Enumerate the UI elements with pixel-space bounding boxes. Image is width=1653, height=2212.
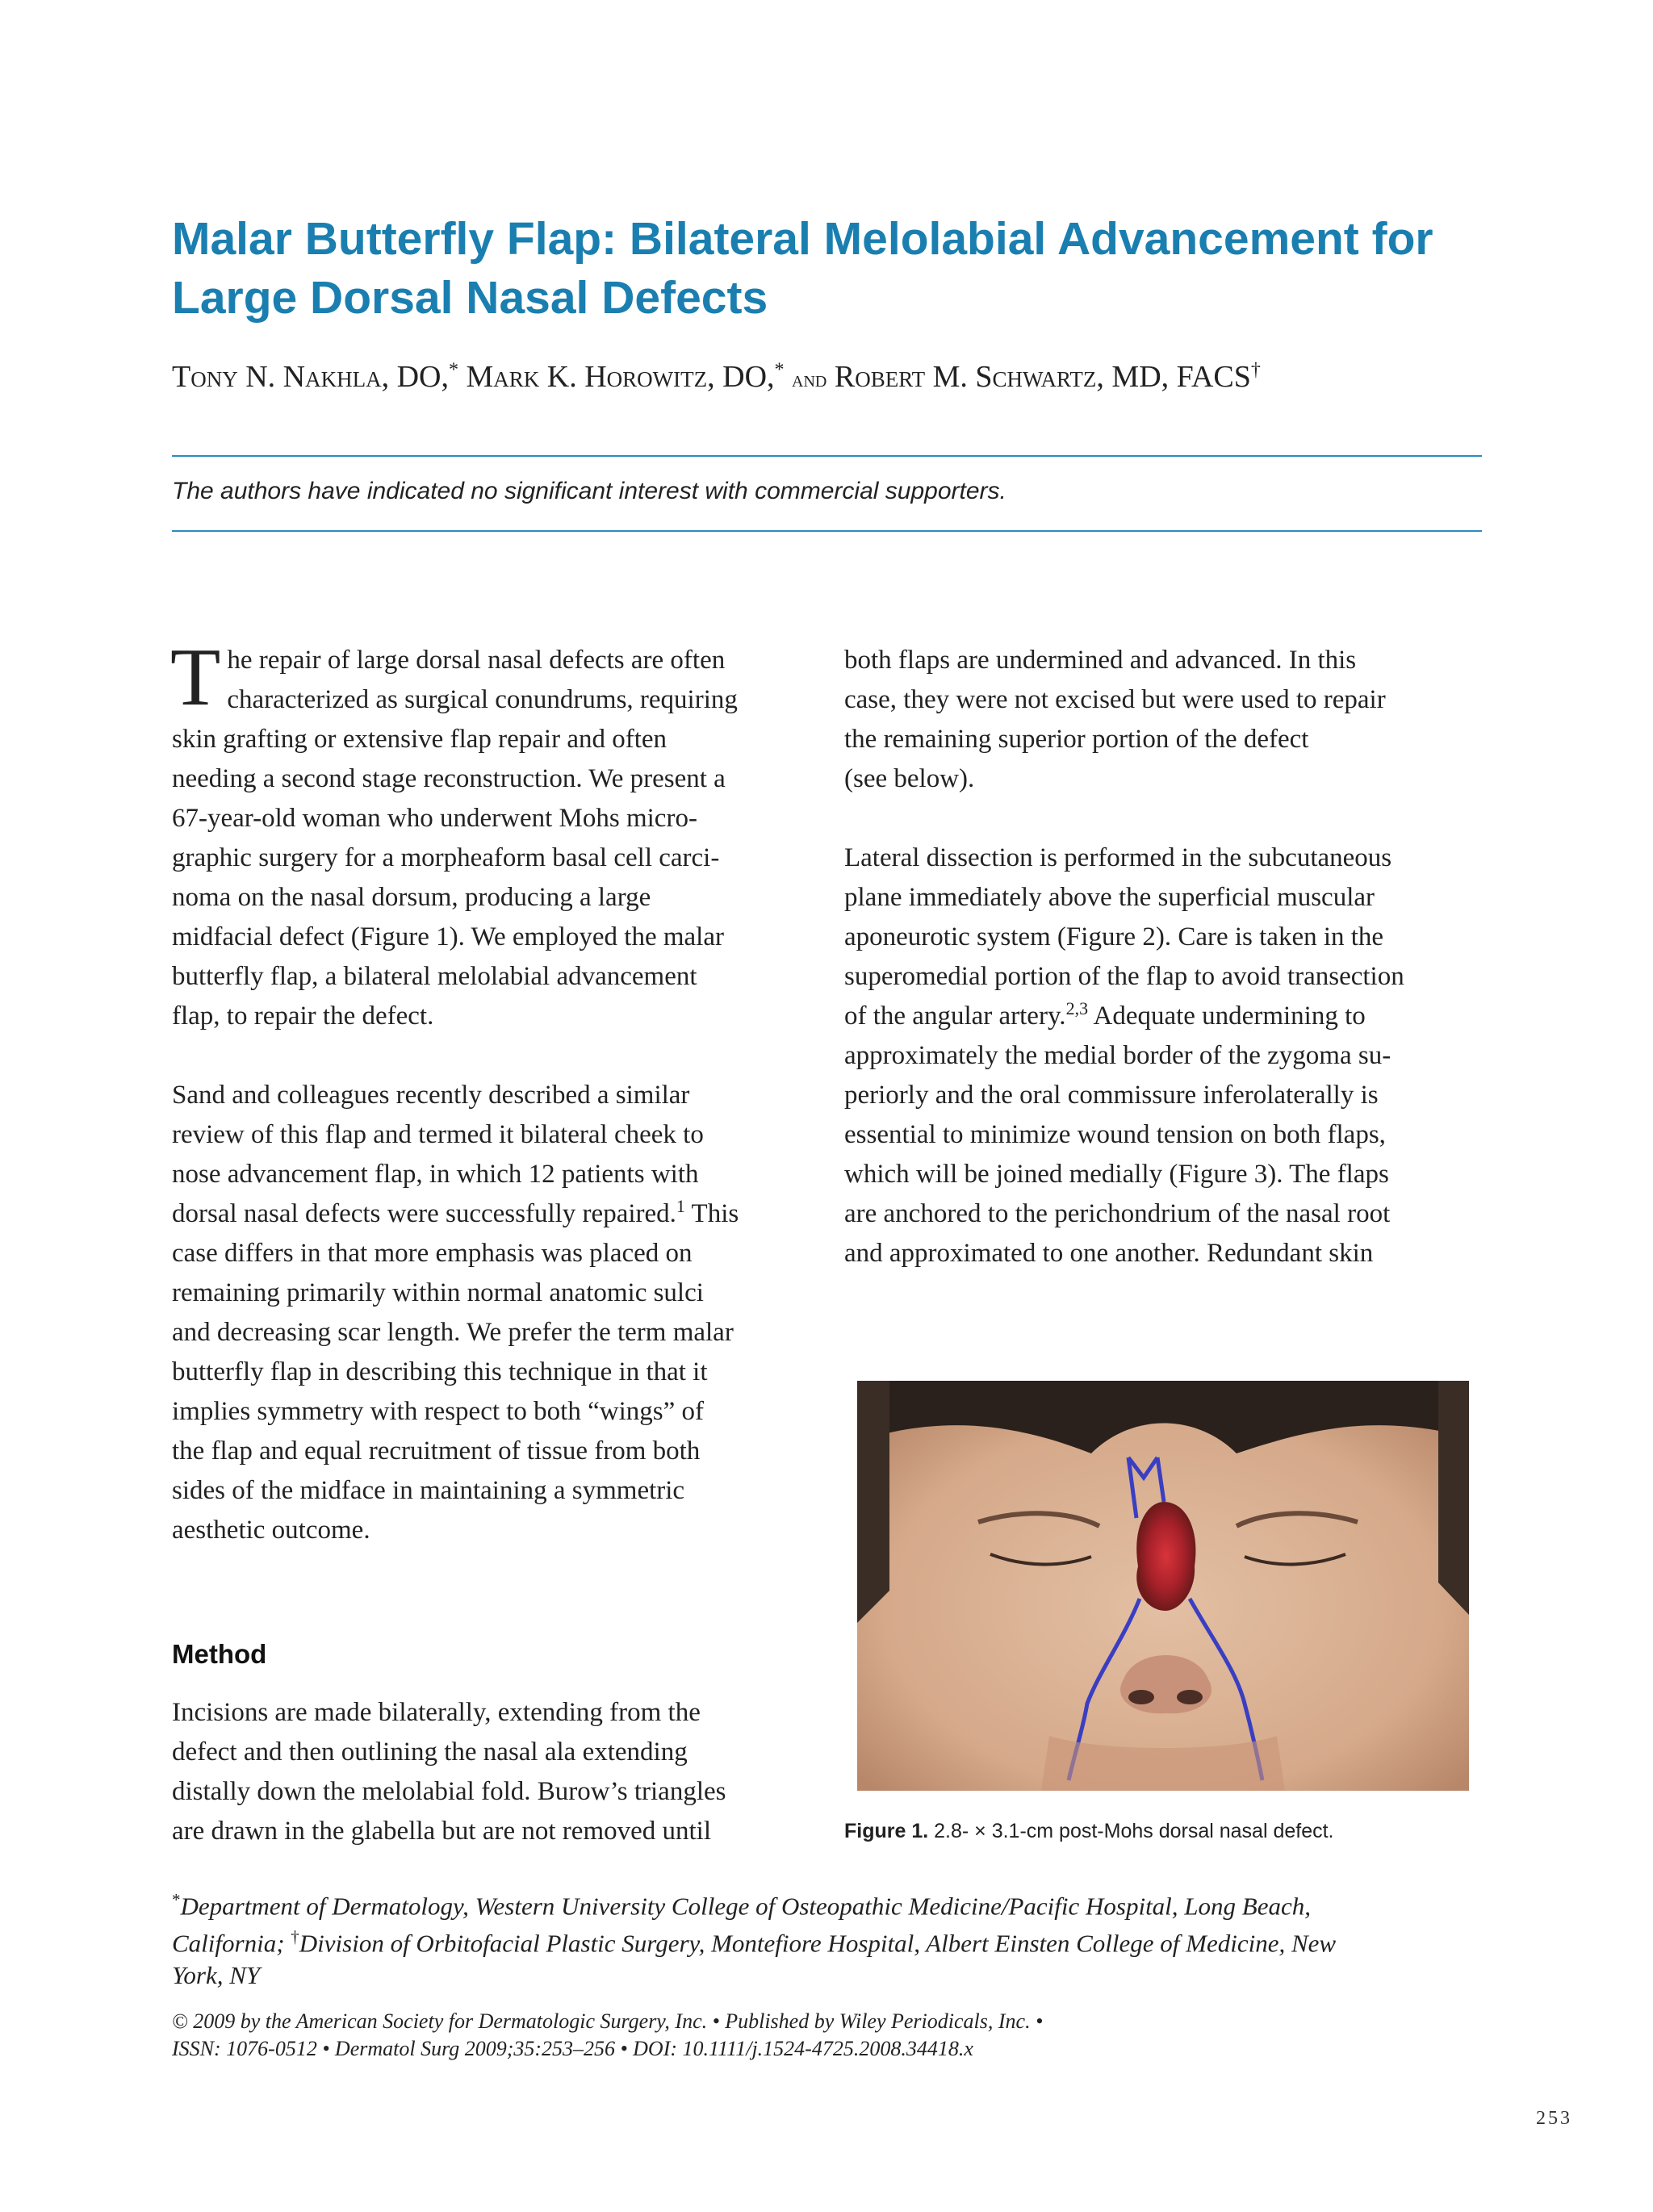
text-line: aponeurotic system (Figure 2). Care is taken in the: [844, 922, 1384, 951]
author-affiliations: [172, 1884, 1496, 1991]
text-line: butterfly flap in describing this technique in that it: [172, 1357, 708, 1386]
author-degree: , DO,: [707, 360, 775, 394]
text-line: midfacial defect (Figure 1). We employed the malar: [172, 922, 724, 951]
text-line: and decreasing scar length. We prefer the term malar: [172, 1318, 734, 1347]
text-line: characterized as surgical conundrums, requiring: [227, 685, 738, 714]
text-line: case, they were not excised but were used to repair: [844, 685, 1386, 714]
text-line: 67-year-old woman who underwent Mohs micro-: [172, 804, 697, 833]
affiliation-line: [172, 1921, 1496, 1959]
text-line: flap, to repair the defect.: [172, 1001, 434, 1031]
affiliation-line: York, NY: [172, 1960, 261, 1989]
page-number: 253: [1536, 2108, 1572, 2129]
background-paragraph: [172, 1076, 818, 1550]
text-line: approximately the medial border of the zygoma su-: [844, 1041, 1391, 1070]
text-line: (see below).: [844, 764, 975, 793]
author-degree: , DO,: [381, 360, 449, 394]
title-line-2: Large Dorsal Nasal Defects: [172, 272, 768, 324]
text-line: the remaining superior portion of the defect: [844, 725, 1309, 754]
affiliation-mark: *: [172, 1890, 181, 1909]
text-line: sides of the midface in maintaining a symmetric: [172, 1476, 685, 1505]
text-line: aesthetic outcome.: [172, 1516, 370, 1545]
text-line: implies symmetry with respect to both “wings” of: [172, 1397, 704, 1426]
author-affiliation-mark: †: [1250, 359, 1261, 381]
text-line: superomedial portion of the flap to avoid transection: [844, 962, 1404, 991]
figure-1-photo: [857, 1381, 1469, 1791]
text-fragment: Adequate undermining to: [1088, 1001, 1366, 1031]
text-line: [172, 1194, 818, 1234]
face-photo-illustration: [857, 1381, 1469, 1791]
text-line: butterfly flap, a bilateral melolabial advancement: [172, 962, 697, 991]
text-line: remaining primarily within normal anatomic sulci: [172, 1278, 704, 1307]
text-fragment: dorsal nasal defects were successfully repaired.: [172, 1199, 676, 1228]
text-line: Incisions are made bilaterally, extending from the: [172, 1698, 701, 1727]
text-fragment: California;: [172, 1929, 291, 1958]
text-line: and approximated to one another. Redundant skin: [844, 1239, 1374, 1268]
hair-right: [1438, 1381, 1469, 1615]
text-line: are drawn in the glabella but are not removed until: [172, 1817, 712, 1846]
text-line: Lateral dissection is performed in the subcutaneous: [844, 843, 1392, 872]
divider-bottom: [172, 530, 1482, 532]
text-line: case differs in that more emphasis was placed on: [172, 1239, 693, 1268]
method-paragraph: [172, 1693, 818, 1851]
copyright-line: © 2009 by the American Society for Dermatologic Surgery, Inc. • Published by Wiley Periodicals, Inc. •: [172, 2009, 1044, 2033]
text-fragment: Department of Dermatology, Western University College of Osteopathic Medicine/Pacific Hospital, Long Beach,: [180, 1892, 1311, 1921]
text-line: both flaps are undermined and advanced. In this: [844, 646, 1357, 675]
text-line: Sand and colleagues recently described a similar: [172, 1081, 690, 1110]
author-affiliation-mark: *: [774, 359, 785, 381]
method-continued-paragraph: [844, 641, 1490, 799]
text-line: nose advancement flap, in which 12 patients with: [172, 1160, 699, 1189]
divider-top: [172, 455, 1482, 457]
author-name: Tony N. Nakhla: [172, 360, 382, 394]
text-fragment: This: [684, 1199, 739, 1228]
article-title: [172, 210, 1504, 328]
body-column-right: [844, 641, 1490, 1273]
text-line: defect and then outlining the nasal ala extending: [172, 1737, 688, 1767]
figure-1-caption: [844, 1820, 1490, 1843]
citation-line: ISSN: 1076-0512 • Dermatol Surg 2009;35:253–256 • DOI: 10.1111/j.1524-4725.2008.34418.x: [172, 2037, 973, 2060]
intro-paragraph: [170, 632, 818, 1036]
reference-citation: 2,3: [1065, 998, 1089, 1018]
text-line: distally down the melolabial fold. Burow’s triangles: [172, 1777, 726, 1806]
text-line: skin grafting or extensive flap repair and often: [172, 725, 667, 754]
author-conjunction: and: [792, 367, 827, 392]
text-line: needing a second stage reconstruction. We present a: [172, 764, 726, 793]
text-line: are anchored to the perichondrium of the nasal root: [844, 1199, 1391, 1228]
reference-citation: 1: [676, 1196, 685, 1216]
text-line: noma on the nasal dorsum, producing a large: [172, 883, 651, 912]
left-nostril: [1128, 1690, 1154, 1704]
body-column-left: [170, 632, 818, 1550]
figure-label: Figure 1.: [844, 1820, 929, 1842]
drop-cap: T: [170, 632, 221, 723]
text-line: plane immediately above the superficial muscular: [844, 883, 1375, 912]
title-line-1: Malar Butterfly Flap: Bilateral Melolabial Advancement for: [172, 213, 1433, 265]
text-line: [844, 997, 1490, 1036]
text-line: periorly and the oral commissure inferolaterally is: [844, 1081, 1379, 1110]
author-affiliation-mark: *: [448, 359, 458, 381]
nasal-defect-wound: [1136, 1502, 1195, 1611]
author-degree: , MD, FACS: [1096, 360, 1251, 394]
text-line: graphic surgery for a morpheaform basal cell carci-: [172, 843, 720, 872]
dissection-paragraph: [844, 838, 1490, 1273]
text-line: he repair of large dorsal nasal defects are often: [227, 646, 726, 675]
author-list: [172, 359, 1544, 395]
affiliation-mark: †: [291, 1927, 299, 1947]
text-line: review of this flap and termed it bilateral cheek to: [172, 1120, 704, 1149]
text-line: which will be joined medially (Figure 3). The flaps: [844, 1160, 1389, 1189]
figure-caption-text: 2.8- × 3.1-cm post-Mohs dorsal nasal defect.: [928, 1820, 1334, 1842]
text-fragment: Division of Orbitofacial Plastic Surgery, Montefiore Hospital, Albert Einsten College of Medicine, New: [299, 1929, 1337, 1958]
text-fragment: of the angular artery.: [844, 1001, 1066, 1031]
disclosure-statement: The authors have indicated no significant interest with commercial supporters.: [172, 478, 1006, 504]
right-nostril: [1177, 1690, 1203, 1704]
text-line: the flap and equal recruitment of tissue from both: [172, 1436, 701, 1466]
hair-left: [857, 1381, 889, 1623]
copyright-notice: [172, 2008, 1496, 2063]
affiliation-line: [172, 1884, 1496, 1921]
text-line: essential to minimize wound tension on both flaps,: [844, 1120, 1386, 1149]
author-name: Robert M. Schwartz: [834, 360, 1097, 394]
section-heading-method: Method: [172, 1639, 267, 1669]
author-name: Mark K. Horowitz: [466, 360, 708, 394]
